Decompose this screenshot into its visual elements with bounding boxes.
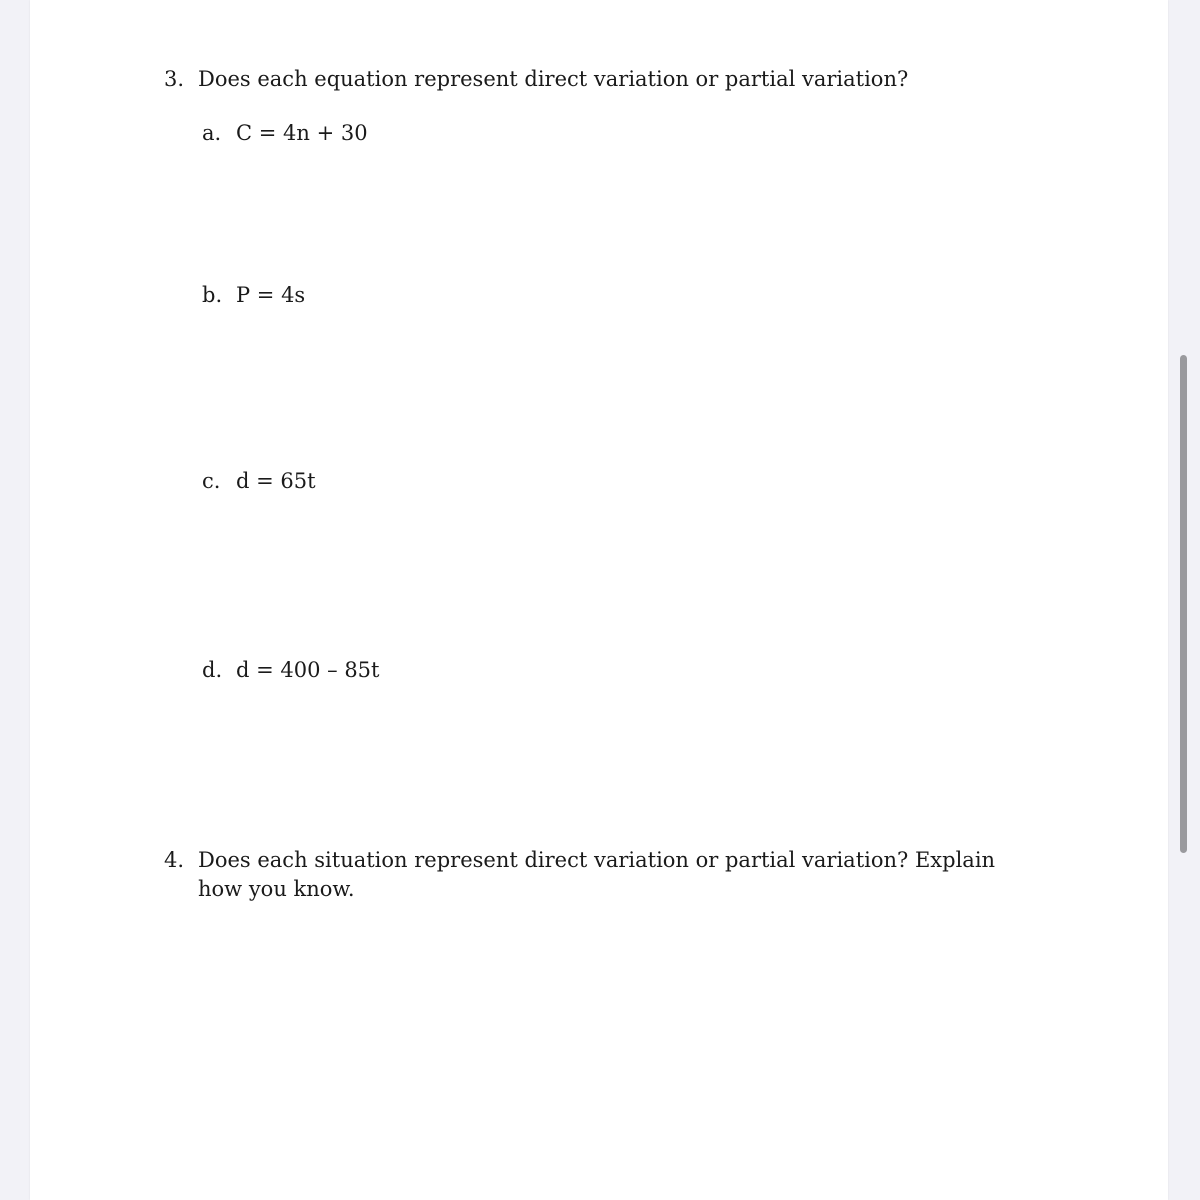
question-3 [164, 65, 1044, 94]
question-4 [164, 846, 1044, 904]
item-letter: b. [202, 283, 223, 307]
item-letter: c. [202, 469, 221, 493]
question-text: Does each equation represent direct variation or partial variation? [198, 67, 909, 91]
question-text: Does each situation represent direct variation or partial variation? Explain how you know. [198, 848, 996, 901]
question-number: 4. [164, 848, 185, 872]
item-equation: d = 65t [236, 469, 316, 493]
item-3a [202, 119, 368, 148]
item-letter: a. [202, 121, 222, 145]
item-3c [202, 467, 316, 496]
item-equation: P = 4s [236, 283, 306, 307]
item-3d [202, 656, 379, 685]
item-equation: d = 400 – 85t [236, 658, 380, 682]
scrollbar-thumb[interactable] [1180, 355, 1187, 853]
document-page [30, 0, 1168, 1200]
item-letter: d. [202, 658, 223, 682]
vertical-scrollbar[interactable] [1178, 0, 1190, 1200]
item-3b [202, 281, 305, 310]
item-equation: C = 4n + 30 [236, 121, 368, 145]
question-number: 3. [164, 67, 185, 91]
